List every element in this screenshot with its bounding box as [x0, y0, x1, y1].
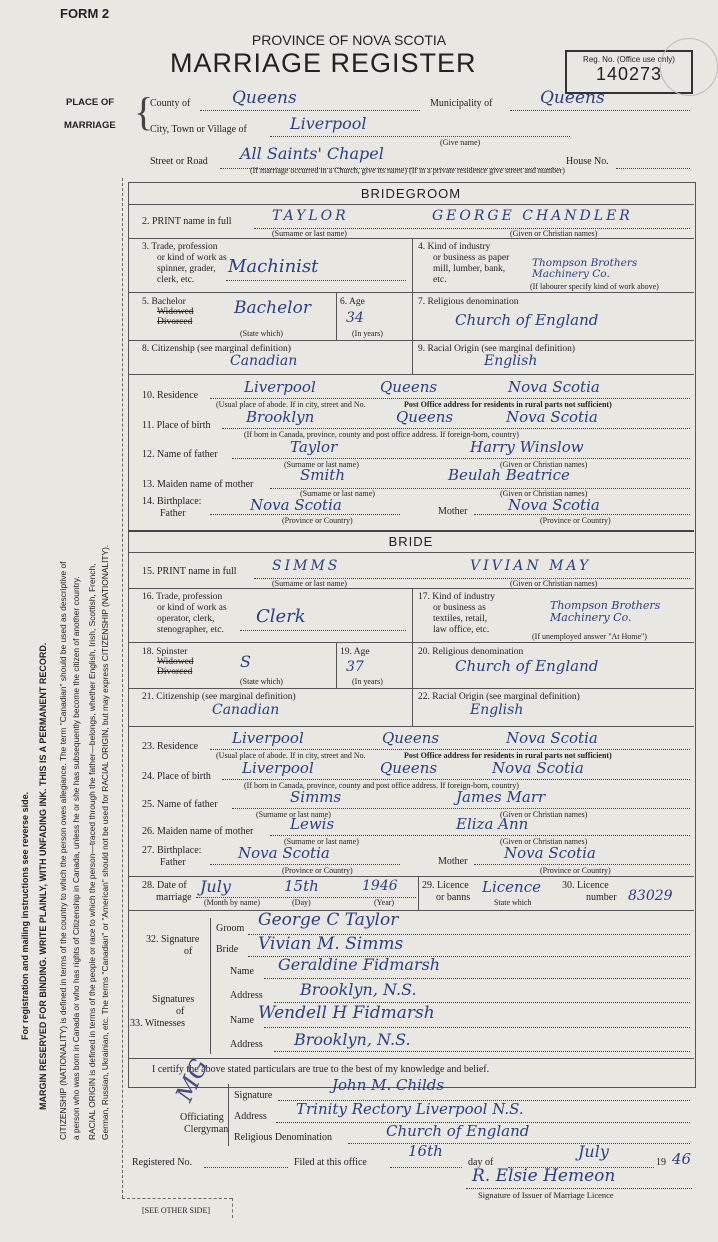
bride-residence-caption-b: Post Office address for residents in rural parts not sufficient) [404, 751, 612, 760]
bride-birthplace-caption: (If born in Canada, province, county and post office address. If foreign-born, country) [244, 781, 519, 790]
bride-residence-county: Queens [382, 729, 440, 747]
county-line [200, 110, 420, 111]
margin-racial-1: RACIAL ORIGIN is defined in terms of the people or race to which the person—traced through the father—belongs, whether English, Irish, Scottish, French, [87, 563, 97, 1140]
groom-signature: George C Taylor [258, 910, 399, 930]
groom-residence-line [210, 398, 690, 399]
rule [128, 1058, 694, 1059]
label-line: 32. Signature [146, 934, 200, 945]
groom-residence-county: Queens [380, 378, 438, 396]
groom-age-value: 34 [346, 310, 364, 326]
caption-given: (Given or Christian names) [500, 489, 588, 498]
bride-name-label: 15. PRINT name in full [142, 566, 237, 577]
give-name-caption: (Give name) [440, 138, 481, 147]
groom-given-names: GEORGE CHANDLER [432, 208, 633, 224]
bride-signature: Vivian M. Simms [258, 934, 404, 954]
groom-status-caption: (State which) [240, 329, 283, 338]
street-value: All Saints' Chapel [240, 144, 384, 163]
groom-residence-caption-b: Post Office address for residents in rural parts not sufficient) [404, 400, 612, 409]
groom-mother-label: 13. Maiden name of mother [142, 479, 254, 490]
groom-birthplace-province: Nova Scotia [506, 408, 598, 426]
label-line: 5. Bachelor [142, 297, 186, 307]
groom-trade-label [142, 242, 227, 286]
brace-icon: { [134, 89, 154, 134]
handwritten-initials: MG [170, 1054, 214, 1106]
bride-mother-given: Eliza Ann [456, 815, 529, 833]
bridegroom-heading: BRIDEGROOM [360, 186, 462, 201]
label-line: 27. Birthplace: [142, 845, 202, 856]
bride-status-caption: (State which) [240, 677, 283, 686]
marriage-date-label [142, 880, 192, 904]
groom-residence-caption: (Usual place of abode. If in city, street and No. [216, 400, 366, 409]
month-caption: (Month by name) [204, 898, 260, 907]
marriage-year: 1946 [362, 878, 398, 894]
rule [128, 552, 694, 553]
bride-religion-value: Church of England [455, 657, 599, 675]
groom-name-label [142, 216, 232, 227]
groom-trade-value: Machinist [228, 256, 319, 277]
w2-address-line [274, 1051, 690, 1052]
label-line: 3. Trade, profession [142, 242, 218, 252]
bride-citizenship-label: 21. Citizenship (see marginal definition) [142, 692, 296, 702]
binding-dash-line [122, 178, 123, 1198]
bride-age-caption: (In years) [352, 677, 383, 686]
clergy-denom-label: Religious Denomination [234, 1132, 333, 1143]
county-label: County of [150, 98, 191, 109]
groom-birthplace-town: Brooklyn [246, 408, 315, 426]
label-line: or kind of work as [157, 253, 227, 263]
w1-address-label: Address [230, 990, 263, 1001]
rule [128, 238, 694, 239]
groom-father-surname: Taylor [290, 438, 338, 456]
witness1-name: Geraldine Fidmarsh [278, 955, 441, 974]
clergy-signature: John M. Childs [332, 1076, 445, 1094]
city-line [270, 136, 570, 137]
house-label: House No. [566, 156, 609, 167]
clergy-denom-line [348, 1143, 690, 1144]
bride-status-label [142, 647, 194, 677]
marriage-month: July [200, 877, 231, 896]
groom-birthplace-caption: (If born in Canada, province, county and post office address. If foreign-born, country) [244, 430, 519, 439]
label-line: clerk, etc. [157, 275, 195, 285]
bride-citizenship-value: Canadian [212, 702, 280, 718]
bride-mother-surname: Lewis [290, 815, 335, 833]
caption-surname: (Surname or last name) [284, 460, 359, 469]
bride-birthplace-town: Liverpool [242, 759, 314, 777]
registered-line [204, 1167, 288, 1168]
col-divider [336, 642, 337, 688]
groom-residence-city: Liverpool [244, 378, 316, 396]
label-line: Officiating [180, 1112, 224, 1123]
label-line: mill, lumber, bank, [433, 264, 506, 274]
label-line: marriage [156, 892, 192, 903]
rule [128, 530, 694, 532]
rule [128, 688, 694, 689]
corner-dash [122, 1198, 232, 1199]
form-number: FORM 2 [60, 6, 110, 21]
bride-status-value: S [240, 652, 251, 671]
col-divider [412, 588, 413, 642]
groom-sig-label: Groom [216, 923, 245, 934]
bride-age-label: 19. Age [340, 647, 370, 657]
bride-mother-line [270, 835, 690, 836]
col-divider [412, 238, 413, 292]
bride-birthplace-county: Queens [380, 759, 438, 777]
signature-label [146, 934, 199, 958]
caption-given: (Given or Christian names) [500, 837, 588, 846]
groom-birthplace-label: 11. Place of birth [142, 420, 211, 431]
clergy-address-label: Address [234, 1111, 267, 1122]
witness2-address: Brooklyn, N.S. [294, 1030, 411, 1049]
label-line: 30. Licence [562, 880, 609, 891]
label-line: 29. Licence [422, 880, 469, 891]
label-line: Divorced [157, 317, 193, 327]
rule [128, 642, 694, 643]
issuer-signature: R. Elsie Hemeon [472, 1166, 616, 1186]
bride-age-value: 37 [346, 659, 364, 675]
licence-type: Licence [482, 878, 541, 896]
label-line: 18. Spinster [142, 647, 188, 657]
bride-racial-label: 22. Racial Origin (see marginal definition) [418, 692, 580, 702]
bride-parents-birthplace-label [142, 845, 201, 869]
year-prefix: 19 [656, 1157, 666, 1168]
filed-day: 16th [408, 1142, 443, 1160]
groom-birthplace-county: Queens [396, 408, 454, 426]
w2-address-label: Address [230, 1039, 263, 1050]
document-title: MARRIAGE REGISTER [170, 48, 477, 78]
licence-number-label [562, 880, 617, 904]
bride-residence-label: 23. Residence [142, 741, 199, 752]
col-divider [412, 688, 413, 726]
filed-month: July [578, 1142, 609, 1161]
groom-mother-bp-label: Mother [438, 506, 468, 517]
groom-residence-label: 10. Residence [142, 390, 199, 401]
label-line: Widowed [157, 657, 194, 667]
label-line: 33. Witnesses [130, 1018, 185, 1029]
groom-name-label-text: 2. PRINT name in full [142, 216, 232, 227]
filed-day-line [390, 1167, 462, 1168]
label-line: or business as [433, 603, 486, 613]
label-line: Clergyman [184, 1124, 229, 1135]
w1-name-label: Name [230, 966, 254, 977]
rule [128, 910, 694, 911]
caption-province: (Province or Country) [540, 866, 611, 875]
label-line: Father [160, 857, 186, 868]
city-label: City, Town or Village of [150, 124, 247, 135]
bride-sig-label: Bride [216, 944, 239, 955]
province-text: PROVINCE OF NOVA SCOTIA [251, 32, 447, 48]
margin-binding-note: MARGIN RESERVED FOR BINDING. WRITE PLAINLY, WITH UNFADING INK. THIS IS A PERMANENT RECORD. [38, 642, 48, 1110]
groom-mother-given: Beulah Beatrice [448, 466, 570, 484]
bride-trade-label [142, 592, 227, 636]
margin-citizenship-1: CITIZENSHIP (NATIONALITY) is defined in terms of the country to which the person owes allegiance. The term "Canadian" should be used as descriptive of [58, 561, 68, 1140]
groom-mother-bp-line [474, 514, 690, 515]
caption-surname: (Surname or last name) [272, 579, 347, 588]
corner-dash [232, 1198, 233, 1218]
groom-age-label: 6. Age [340, 297, 365, 307]
groom-given-caption: (Given or Christian names) [510, 229, 598, 238]
bride-father-line [232, 808, 690, 809]
licence-label [422, 880, 470, 904]
label-line: Divorced [157, 667, 193, 677]
bride-mother-bp-line [474, 864, 690, 865]
margin-racial-2: German, Russian, Ukrainian, etc. The terms "Canadian" or "American" should not be used for RACIAL ORIGIN, but may express CITIZENSHIP (NATIONALITY). [100, 544, 110, 1140]
bride-religion-label: 20. Religious denomination [418, 647, 524, 657]
groom-residence-province: Nova Scotia [508, 378, 600, 396]
place-of-label: PLACE OF [66, 97, 115, 108]
groom-father-bp-line [210, 514, 400, 515]
municipality-line [510, 110, 690, 111]
county-value: Queens [232, 88, 297, 108]
groom-racial-value: English [484, 353, 538, 369]
groom-industry-label [418, 242, 509, 286]
rule [128, 340, 694, 341]
bride-father-surname: Simms [290, 788, 342, 806]
bride-residence-caption: (Usual place of abode. If in city, street and No. [216, 751, 366, 760]
label-line: 4. Kind of industry [418, 242, 491, 252]
witnesses-label [130, 994, 195, 1030]
bride-father-bp-line [210, 864, 400, 865]
see-other-side: [SEE OTHER SIDE] [142, 1206, 210, 1215]
reg-label: Reg. No. (Office use only) [583, 55, 675, 64]
col-divider [418, 876, 419, 910]
label-line: of [184, 946, 193, 957]
bride-mother-label: 26. Maiden name of mother [142, 826, 254, 837]
registered-label: Registered No. [132, 1157, 192, 1168]
bride-given-names: VIVIAN MAY [470, 558, 592, 574]
issuer-line [466, 1188, 692, 1189]
label-line: or business as paper [433, 253, 510, 263]
clergy-address: Trinity Rectory Liverpool N.S. [296, 1100, 524, 1118]
bride-residence-province: Nova Scotia [506, 729, 598, 747]
label-line: number [586, 892, 617, 903]
issuer-caption: Signature of Issuer of Marriage Licence [478, 1190, 614, 1200]
col-divider [336, 292, 337, 340]
groom-racial-label: 9. Racial Origin (see marginal definition) [418, 344, 576, 354]
bride-surname: SIMMS [272, 558, 341, 574]
bride-residence-line [210, 749, 690, 750]
col-divider [412, 292, 413, 340]
bride-father-label: 25. Name of father [142, 799, 218, 810]
filed-label: Filed at this office [294, 1157, 367, 1168]
groom-age-caption: (In years) [352, 329, 383, 338]
label-line: law office, etc. [433, 625, 490, 635]
rule [128, 204, 694, 205]
label-line: etc. [433, 275, 447, 285]
label-line: Widowed [157, 307, 194, 317]
col-divider [412, 642, 413, 688]
bride-birthplace-line [222, 779, 690, 780]
label-line: 14. Birthplace: [142, 496, 202, 507]
label-line: 16. Trade, profession [142, 592, 223, 602]
label-line: of [176, 1006, 185, 1017]
bride-industry-value: Thompson Brothers Machinery Co. [550, 599, 661, 624]
filed-year: 46 [672, 1150, 692, 1168]
rule [128, 292, 694, 293]
bride-racial-value: English [470, 702, 524, 718]
bride-industry-caption: (If unemployed answer "At Home") [532, 632, 647, 641]
marriage-label: MARRIAGE [64, 120, 116, 131]
licence-number: 83029 [628, 888, 673, 904]
year-caption: (Year) [374, 898, 395, 907]
rule [128, 588, 694, 589]
bride-trade-value: Clerk [256, 606, 306, 627]
clergy-sig-label: Signature [234, 1090, 273, 1101]
w1-name-line [264, 978, 690, 979]
witness1-address: Brooklyn, N.S. [300, 980, 417, 999]
label-line: operator, clerk, [157, 614, 215, 624]
bracket-line [210, 918, 211, 1054]
bride-trade-line [240, 630, 406, 631]
province-heading [0, 32, 718, 48]
bride-father-birthplace: Nova Scotia [238, 844, 330, 862]
label-line: textiles, retail, [433, 614, 488, 624]
bride-birthplace-label: 24. Place of birth [142, 771, 211, 782]
groom-status-label [142, 297, 194, 327]
city-value: Liverpool [290, 114, 367, 133]
day-caption: (Day) [292, 898, 311, 907]
label-line: or banns [436, 892, 471, 903]
caption-province: (Province or Country) [540, 516, 611, 525]
caption-surname: (Surname or last name) [256, 810, 331, 819]
groom-status-value: Bachelor [234, 298, 311, 318]
groom-father-label: 12. Name of father [142, 449, 218, 460]
caption-given: (Given or Christian names) [500, 460, 588, 469]
church-note: (If marriage occurred in a Church, give its name) (If in a private residence give street and number) [250, 166, 565, 175]
stamp-circle [660, 38, 718, 96]
label-line: 28. Date of [142, 880, 187, 891]
municipality-label: Municipality of [430, 98, 493, 109]
municipality-value: Queens [540, 88, 605, 108]
day-of-label: day of [468, 1157, 494, 1168]
groom-industry-value: Thompson Brothers Machinery Co. [532, 257, 638, 280]
clergy-denomination: Church of England [386, 1122, 530, 1140]
groom-religion-label: 7. Religious denomination [418, 297, 519, 307]
witness2-name: Wendell H Fidmarsh [258, 1003, 435, 1023]
bride-residence-city: Liverpool [232, 729, 304, 747]
groom-citizenship-label: 8. Citizenship (see marginal definition) [142, 344, 291, 354]
groom-birthplace-line [222, 428, 690, 429]
bracket-line [228, 1084, 229, 1146]
label-line: or kind of work as [157, 603, 227, 613]
caption-given: (Given or Christian names) [510, 579, 598, 588]
groom-surname: TAYLOR [272, 208, 349, 224]
bride-heading: BRIDE [388, 534, 434, 549]
rule [128, 726, 694, 727]
col-divider [412, 340, 413, 374]
caption-province: (Province or Country) [282, 866, 353, 875]
label-line: Signatures [152, 994, 195, 1005]
groom-mother-surname: Smith [300, 466, 345, 484]
street-label: Street or Road [150, 156, 208, 167]
caption-surname: (Surname or last name) [300, 489, 375, 498]
groom-father-birthplace: Nova Scotia [250, 496, 342, 514]
bride-birthplace-province: Nova Scotia [492, 759, 584, 777]
margin-instructions: For registration and mailing instructions see reverse side. [20, 791, 30, 1040]
bride-father-given: James Marr [456, 788, 546, 806]
caption-province: (Province or Country) [282, 516, 353, 525]
w2-name-line [264, 1027, 690, 1028]
label-line: 17. Kind of industry [418, 592, 496, 602]
label-line: Father [160, 508, 186, 519]
label-line: spinner, grader, [157, 264, 216, 274]
bride-mother-birthplace: Nova Scotia [504, 844, 596, 862]
groom-parents-birthplace-label [142, 496, 201, 520]
margin-citizenship-2: a person who was born in Canada or who has rights of Citizenship in Canada, unless he or she has subsequently become the citizen of another country. [71, 576, 81, 1140]
groom-surname-caption: (Surname or last name) [272, 229, 347, 238]
bride-industry-label [418, 592, 495, 636]
clergy-label [180, 1112, 228, 1136]
reg-number: 140273 [595, 64, 663, 84]
rule [128, 374, 694, 375]
bride-mother-bp-label: Mother [438, 856, 468, 867]
groom-citizenship-value: Canadian [230, 353, 298, 369]
marriage-day: 15th [284, 877, 319, 895]
w2-name-label: Name [230, 1015, 254, 1026]
groom-industry-caption: (If labourer specify kind of work above) [530, 282, 659, 291]
house-line [616, 168, 690, 169]
caption-given: (Given or Christian names) [500, 810, 588, 819]
certification-text: I certify the above stated particulars are true to the best of my knowledge and belief. [152, 1064, 490, 1075]
caption-surname: (Surname or last name) [284, 837, 359, 846]
groom-father-given: Harry Winslow [470, 438, 584, 456]
groom-father-line [232, 458, 690, 459]
licence-caption: State which [494, 898, 532, 907]
label-line: stenographer, etc. [157, 625, 224, 635]
groom-trade-line [226, 280, 406, 281]
groom-mother-birthplace: Nova Scotia [508, 496, 600, 514]
groom-religion-value: Church of England [455, 311, 599, 329]
